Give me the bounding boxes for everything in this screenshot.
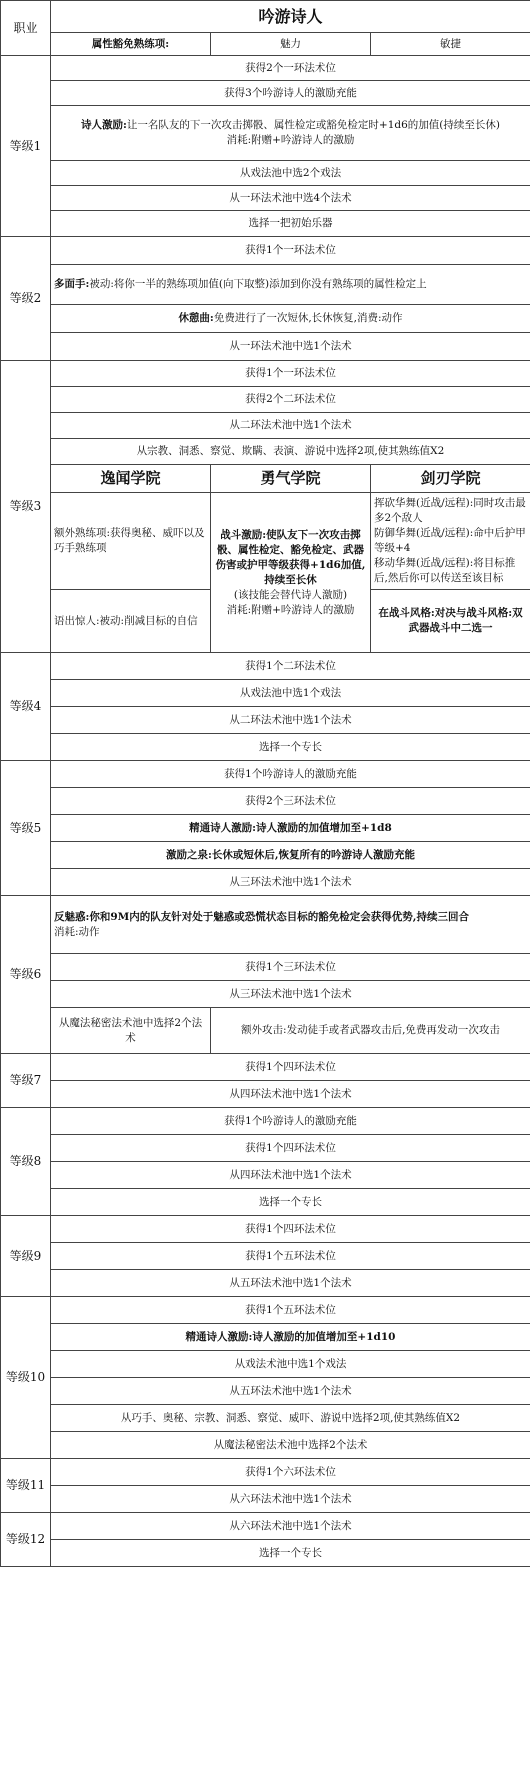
- level-12-row-1: 从六环法术池中选1个法术: [51, 1513, 530, 1540]
- level-4-row-4: 选择一个专长: [51, 734, 530, 761]
- level-4-row-1: 获得1个二环法术位: [51, 653, 530, 680]
- level-11-label: 等级11: [1, 1459, 51, 1513]
- level-7-label: 等级7: [1, 1054, 51, 1108]
- swords-fighting-style: 在战斗风格:对决与战斗风格:双武器战斗中二选一: [371, 590, 530, 653]
- level-8-row-1: 获得1个吟游诗人的激励充能: [51, 1108, 530, 1135]
- feature-name: 诗人激励:: [81, 119, 127, 131]
- level-12-row-2: 选择一个专长: [51, 1540, 530, 1567]
- level-1-row-6: 选择一把初始乐器: [51, 211, 530, 237]
- level-3-label: 等级3: [1, 361, 51, 653]
- level-11-row-1: 获得1个六环法术位: [51, 1459, 530, 1486]
- save-proficiency-2: 敏捷: [371, 33, 530, 56]
- level-2-row-1: 获得1个一环法术位: [51, 237, 530, 265]
- feature-name: 休憩曲:: [178, 312, 214, 324]
- level-5-row-1: 获得1个吟游诗人的激励充能: [51, 761, 530, 788]
- save-proficiency-1: 魅力: [211, 33, 371, 56]
- feature-name: 多面手:: [54, 278, 90, 290]
- level-2-label: 等级2: [1, 237, 51, 361]
- feature-desc: 免费进行了一次短休,长休恢复,消费:动作: [213, 312, 403, 324]
- valour-combat-inspiration: [211, 493, 371, 653]
- level-9-row-1: 获得1个四环法术位: [51, 1216, 530, 1243]
- level-2-song-of-rest: [51, 305, 530, 333]
- feature-desc: 反魅惑:你和9M内的队友针对处于魅惑或恐慌状态目标的豁免检定会获得优势,持续三回合: [54, 910, 469, 923]
- lore-cutting-words: 语出惊人:被动:削减目标的自信: [51, 590, 211, 653]
- level-10-row-4: 从五环法术池中选1个法术: [51, 1378, 530, 1405]
- lore-bonus-proficiencies: 额外熟练项:获得奥秘、威吓以及巧手熟练项: [51, 493, 211, 590]
- level-1-bardic-inspiration: [51, 106, 530, 161]
- level-6-countercharm: [51, 896, 530, 954]
- feature-cost: 消耗:附赠+吟游诗人的激励: [226, 603, 355, 616]
- level-5-row-4: 激励之泉:长休或短休后,恢复所有的吟游诗人激励充能: [51, 842, 530, 869]
- college-of-valour-title: 勇气学院: [211, 465, 371, 493]
- level-2-row-4: 从一环法术池中选1个法术: [51, 333, 530, 361]
- college-of-swords-title: 剑刃学院: [371, 465, 530, 493]
- level-10-row-2: 精通诗人激励:诗人激励的加值增加至+1d10: [51, 1324, 530, 1351]
- mobile-flourish: 移动华舞(近战/远程):将目标推后,然后你可以传送至该目标: [374, 557, 516, 584]
- level-4-row-3: 从二环法术池中选1个法术: [51, 707, 530, 734]
- level-10-row-3: 从戏法术池中选1个戏法: [51, 1351, 530, 1378]
- level-2-jack-of-all-trades: [51, 265, 530, 305]
- level-6-magical-secrets: 从魔法秘密法术池中选择2个法术: [51, 1008, 211, 1054]
- feature-cost: 消耗:动作: [54, 925, 100, 938]
- level-7-row-2: 从四环法术池中选1个法术: [51, 1081, 530, 1108]
- level-6-row-3: 从三环法术池中选1个法术: [51, 981, 530, 1008]
- level-6-row-2: 获得1个三环法术位: [51, 954, 530, 981]
- level-7-row-1: 获得1个四环法术位: [51, 1054, 530, 1081]
- class-name: 吟游诗人: [51, 1, 530, 33]
- feature-note: (该技能会替代诗人激励): [233, 588, 348, 601]
- level-1-row-5: 从一环法术池中选4个法术: [51, 186, 530, 211]
- level-5-row-2: 获得2个三环法术位: [51, 788, 530, 815]
- level-6-extra-attack: 额外攻击:发动徒手或者武器攻击后,免费再发动一次攻击: [211, 1008, 530, 1054]
- level-1-label: 等级1: [1, 56, 51, 237]
- level-9-label: 等级9: [1, 1216, 51, 1297]
- swords-flourishes: [371, 493, 530, 590]
- level-1-row-4: 从戏法池中选2个戏法: [51, 161, 530, 186]
- level-9-row-3: 从五环法术池中选1个法术: [51, 1270, 530, 1297]
- level-10-row-5: 从巧手、奥秘、宗教、洞悉、察觉、威吓、游说中选择2项,使其熟练值X2: [51, 1405, 530, 1432]
- level-10-row-1: 获得1个五环法术位: [51, 1297, 530, 1324]
- save-proficiency-label: 属性豁免熟练项:: [51, 33, 211, 56]
- level-4-row-2: 从戏法池中选1个戏法: [51, 680, 530, 707]
- level-3-row-3: 从二环法术池中选1个法术: [51, 413, 530, 439]
- level-3-row-2: 获得2个二环法术位: [51, 387, 530, 413]
- level-10-label: 等级10: [1, 1297, 51, 1459]
- level-12-label: 等级12: [1, 1513, 51, 1567]
- level-10-row-6: 从魔法秘密法术池中选择2个法术: [51, 1432, 530, 1459]
- level-5-row-5: 从三环法术池中选1个法术: [51, 869, 530, 896]
- feature-desc: 被动:将你一半的熟练项加值(向下取整)添加到你没有熟练项的属性检定上: [89, 278, 427, 290]
- level-8-row-4: 选择一个专长: [51, 1189, 530, 1216]
- level-1-row-1: 获得2个一环法术位: [51, 56, 530, 81]
- level-4-label: 等级4: [1, 653, 51, 761]
- college-of-lore-title: 逸闻学院: [51, 465, 211, 493]
- level-5-row-3: 精通诗人激励:诗人激励的加值增加至+1d8: [51, 815, 530, 842]
- feature-cost: 消耗:附赠+吟游诗人的激励: [226, 134, 355, 146]
- level-3-row-4: 从宗教、洞悉、察觉、欺瞒、表演、游说中选择2项,使其熟练值X2: [51, 439, 530, 465]
- level-9-row-2: 获得1个五环法术位: [51, 1243, 530, 1270]
- level-11-row-2: 从六环法术池中选1个法术: [51, 1486, 530, 1513]
- level-8-row-3: 从四环法术池中选1个法术: [51, 1162, 530, 1189]
- level-8-label: 等级8: [1, 1108, 51, 1216]
- level-5-label: 等级5: [1, 761, 51, 896]
- level-6-label: 等级6: [1, 896, 51, 1054]
- job-header: 职业: [1, 1, 51, 56]
- defensive-flourish: 防御华舞(近战/远程):命中后护甲等级+4: [374, 527, 526, 554]
- feature-desc: 让一名队友的下一次攻击掷骰、属性检定或豁免检定时+1d6的加值(持续至长休): [126, 119, 500, 131]
- level-1-row-2: 获得3个吟游诗人的激励充能: [51, 81, 530, 106]
- level-8-row-2: 获得1个四环法术位: [51, 1135, 530, 1162]
- feature-desc: 战斗激励:使队友下一次攻击掷骰、属性检定、豁免检定、武器伤害或护甲等级获得+1d6加值,持续至长休: [215, 528, 366, 586]
- level-3-row-1: 获得1个一环法术位: [51, 361, 530, 387]
- slashing-flourish: 挥砍华舞(近战/远程):同时攻击最多2个敌人: [374, 497, 526, 524]
